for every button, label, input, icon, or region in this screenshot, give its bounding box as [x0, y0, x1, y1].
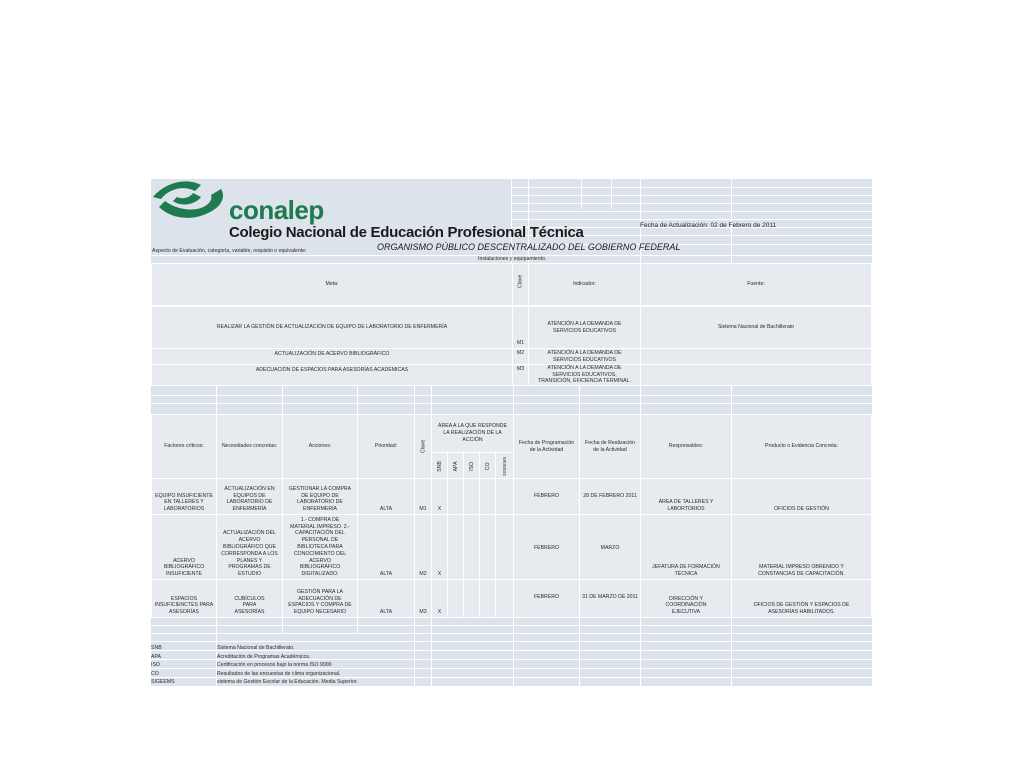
action-row-1-producto: OFICIOS DE GESTIÓN	[731, 478, 872, 515]
action-row-1-sigeems	[495, 478, 514, 515]
action-row-1-necesidad: ACTUALIZACIÓN EN EQUIPOS DE LABORATORIO DE ENFERMERÍA	[216, 478, 283, 515]
action-row-3-factor: ESPACIOS INSUFICIENCTES PARA ASESORÍAS	[151, 579, 217, 618]
goal-row-3-clave: M3	[512, 364, 529, 386]
action-row-1-prioridad: ALTA	[357, 478, 415, 515]
action-row-3-responsable: DIRECCIÓN Y COORDINACIÓN EJECUTIVA	[640, 579, 732, 618]
goal-row-2-indicador: ATENCIÓN A LA DEMANDA DE SERVICIOS EDUCATIVOS	[528, 348, 641, 365]
action-row-1-fecha-real: 28 DE FEBRERO 2011	[579, 478, 641, 515]
action-row-3-producto: OFICIOS DE GESTIÓN Y ESPACIOS DE ASESORÍAS HABILITADOS.	[731, 579, 872, 618]
action-row-3-prioridad: ALTA	[357, 579, 415, 618]
action-row-2-sigeems	[495, 514, 514, 580]
document-sheet: conalep Colegio Nacional de Educación Profesional Técnica ORGANISMO PÚBLICO DESCENTRALIZADO DEL GOBIERNO FEDERAL Fecha de Actualización: 02 de Febrero de 2011 Aspecto de Evaluación, categoría, variable, requisito o equivalente: Instalaciones y equipamiento. Meta: Clave Indicador: Fuente: REALIZAR LA GESTIÓN DE ACTUALIZACIÓN DE EQUIPO DE LABORATORIO DE ENFERMERÍA M1 ATENCIÓN A LA DEMANDA DE SERVICIOS EDUCATIVOS Sistema Nacional de Bachillerato ACTUALIZACIÓN DE ACERVO BIBLIOGRÁFICO M2 ATENCIÓN A LA DEMANDA DE SERVICIOS EDUCATIVOS ADECUACIÓN DE ESPACIOS PARA ASESORÍAS ACADÉMICAS M3 ATENCIÓN A LA DEMANDA DE SERVICIOS EDUCATIVOS, TRANSICIÓN, EFICIENCIA TERMINAL. Factores críticos: Necesidades concretas: Acciones: Prioridad: Clave ÁREA A LA QUE RESPONDE LA REALIZACIÓN DE LA ACCIÓN SNB APA ISO CO SIGEEMS Fecha de Programación de la Actividad Fecha de Realización de la Actividad Responsables: Producto o Evidencia Concreta: EQUIPO INSUFICIENTE EN TALLERES Y LABORATORIOS ACTUALIZACIÓN EN EQUIPOS DE LABORATORIO DE ENFERMERÍA GESTIONAR LA COMPRA DE EQUIPO DE LABORATORIO DE ENFERMERÍA ALTA M1 X FEBRERO 28 DE FEBRERO 2011 ÁREA DE TALLERES Y LABORTORIOS OFICIOS DE GESTIÓN ACERVO BIBLIOGRÁFICO INSUFICIENTE ACTUALIZACIÓN DEL ACERVO BIBLIOGRÁFICO QUE CORRESPONDA A LOS PLANES Y PROGRAMAS DE ESTUDIO 1.- COMPRA DE MATERIAL IMPRESO. 2.-CAPACITACIÓN DEL PERSONAL DE BIBLIOTECA PARA CONOCIMIENTO DEL ACERVO BIBLIOGRÁFICO DIGITALIZADO. ALTA M2 X FEBRERO MARZO JEFATURA DE FORMACIÓN TÉCNICA MATERIAL IMPRESO OBRENIDO Y CONSTANCIAS DE CAPACITACIÓN. ESPACIOS INSUFICIENCTES PARA ASESORÍAS CUBÍCULOS PARA ASESORÍAS GESTIÓN PARA LA ADECUACIÓN DE ESPACIOS Y COMPRA DE EQUIPO NECESARIO ALTA M3 X FEBRERO 31 DE MARZO DE 2011 DIRECCIÓN Y COORDINACIÓN EJECUTIVA OFICIOS DE GESTIÓN Y ESPACIOS DE ASESORÍAS HABILITADOS. SNB Sistema Nacional de Bachillerato. APA Acreditación de Programas Académicos. ISO Certificación en procesos bajo la norma ISO 9000 CO Resultados de las encuestas de clima organizacional. SIGEEMS sistema de Gestión Escolar de la Educación. Media Superior.	[151, 179, 872, 686]
goal-row-3-indicador: ATENCIÓN A LA DEMANDA DE SERVICIOS EDUCATIVOS, TRANSICIÓN, EFICIENCIA TERMINAL.	[528, 364, 641, 386]
goal-row-3-meta: ADECUACIÓN DE ESPACIOS PARA ASESORÍAS ACADÉMICAS	[151, 364, 513, 386]
action-row-2-co	[479, 514, 496, 580]
action-row-1-snb: X	[431, 478, 448, 515]
goal-row-3-fuente	[640, 364, 872, 386]
action-row-3-iso	[463, 579, 480, 618]
action-row-2-producto: MATERIAL IMPRESO OBRENIDO Y CONSTANCIAS DE CAPACITACIÓN.	[731, 514, 872, 580]
action-row-3-fecha-real: 31 DE MARZO DE 2011	[579, 579, 641, 618]
action-row-3-apa	[447, 579, 464, 618]
action-row-2-apa	[447, 514, 464, 580]
area-col-co: CO	[479, 452, 496, 479]
producto-header: Producto o Evidencia Concreta:	[731, 414, 872, 479]
action-row-3-fecha-prog: FEBRERO	[513, 579, 580, 618]
fecha-prog-header: Fecha de Programación de la Actividad	[513, 414, 580, 479]
action-row-3-clave: M3	[414, 579, 432, 618]
action-row-2-fecha-prog: FEBRERO	[513, 514, 580, 580]
action-row-3-sigeems	[495, 579, 514, 618]
aspect-value: Instalaciones y equipamiento.	[478, 256, 547, 262]
area-col-snb: SNB	[431, 452, 448, 479]
factores-header: Factores críticos:	[151, 414, 217, 479]
goal-row-2-fuente	[640, 348, 872, 365]
area-col-sigeems: SIGEEMS	[495, 452, 514, 479]
action-row-2-factor: ACERVO BIBLIOGRÁFICO INSUFICIENTE	[151, 514, 217, 580]
acciones-header: Acciones:	[282, 414, 358, 479]
brand-name: conalep	[229, 195, 324, 225]
action-row-1-co	[479, 478, 496, 515]
organism-subtitle: ORGANISMO PÚBLICO DESCENTRALIZADO DEL GOBIERNO FEDERAL	[377, 242, 681, 252]
action-row-1-responsable: ÁREA DE TALLERES Y LABORTORIOS	[640, 478, 732, 515]
goal-row-2-clave: M2	[512, 348, 529, 365]
goal-row-2-meta: ACTUALIZACIÓN DE ACERVO BIBLIOGRÁFICO	[151, 348, 513, 365]
action-row-1-clave: M1	[414, 478, 432, 515]
action-row-2-necesidad: ACTUALIZACIÓN DEL ACERVO BIBLIOGRÁFICO QUE CORRESPONDA A LOS PLANES Y PROGRAMAS DE ESTUDIO	[216, 514, 283, 580]
conalep-logo-icon	[151, 179, 227, 223]
action-row-2-snb: X	[431, 514, 448, 580]
action-row-2-clave: M2	[414, 514, 432, 580]
action-row-1-apa	[447, 478, 464, 515]
action-row-3-snb: X	[431, 579, 448, 618]
action-row-2-accion: 1.- COMPRA DE MATERIAL IMPRESO. 2.-CAPACITACIÓN DEL PERSONAL DE BIBLIOTECA PARA CONOCIMIENTO DEL ACERVO BIBLIOGRÁFICO DIGITALIZADO.	[282, 514, 358, 580]
area-header: ÁREA A LA QUE RESPONDE LA REALIZACIÓN DE LA ACCIÓN	[431, 414, 514, 453]
clave-actions-header: Clave	[414, 414, 432, 479]
action-row-2-fecha-real: MARZO	[579, 514, 641, 580]
action-row-1-factor: EQUIPO INSUFICIENTE EN TALLERES Y LABORATORIOS	[151, 478, 217, 515]
meta-header: Meta:	[151, 263, 513, 306]
area-col-iso: ISO	[463, 452, 480, 479]
action-row-1-iso	[463, 478, 480, 515]
aspect-label: Aspecto de Evaluación, categoría, variable, requisito o equivalente:	[152, 248, 307, 254]
goal-row-1-meta: REALIZAR LA GESTIÓN DE ACTUALIZACIÓN DE EQUIPO DE LABORATORIO DE ENFERMERÍA	[151, 306, 513, 349]
goal-row-1-clave: M1	[512, 306, 529, 349]
area-col-apa: APA	[447, 452, 464, 479]
necesidades-header: Necesidades concretas:	[216, 414, 283, 479]
prioridad-header: Prioridad:	[357, 414, 415, 479]
fecha-real-header: Fecha de Realización de la Actividad	[579, 414, 641, 479]
goal-row-1-indicador: ATENCIÓN A LA DEMANDA DE SERVICIOS EDUCATIVOS	[528, 306, 641, 349]
action-row-2-iso	[463, 514, 480, 580]
indicador-header: Indicador:	[528, 263, 641, 306]
fuente-header: Fuente:	[640, 263, 872, 306]
clave-header: Clave	[512, 263, 529, 306]
action-row-3-co	[479, 579, 496, 618]
action-row-1-fecha-prog: FEBRERO	[513, 478, 580, 515]
update-date: Fecha de Actualización: 02 de Febrero de 2011	[640, 222, 777, 229]
action-row-1-accion: GESTIONAR LA COMPRA DE EQUIPO DE LABORATORIO DE ENFERMERÍA	[282, 478, 358, 515]
action-row-3-necesidad: CUBÍCULOS PARA ASESORÍAS	[216, 579, 283, 618]
responsables-header: Responsables:	[640, 414, 732, 479]
action-row-2-prioridad: ALTA	[357, 514, 415, 580]
institution-name: Colegio Nacional de Educación Profesional Técnica	[229, 224, 584, 241]
action-row-2-responsable: JEFATURA DE FORMACIÓN TÉCNICA	[640, 514, 732, 580]
goal-row-1-fuente: Sistema Nacional de Bachillerato	[640, 306, 872, 349]
action-row-3-accion: GESTIÓN PARA LA ADECUACIÓN DE ESPACIOS Y COMPRA DE EQUIPO NECESARIO	[282, 579, 358, 618]
